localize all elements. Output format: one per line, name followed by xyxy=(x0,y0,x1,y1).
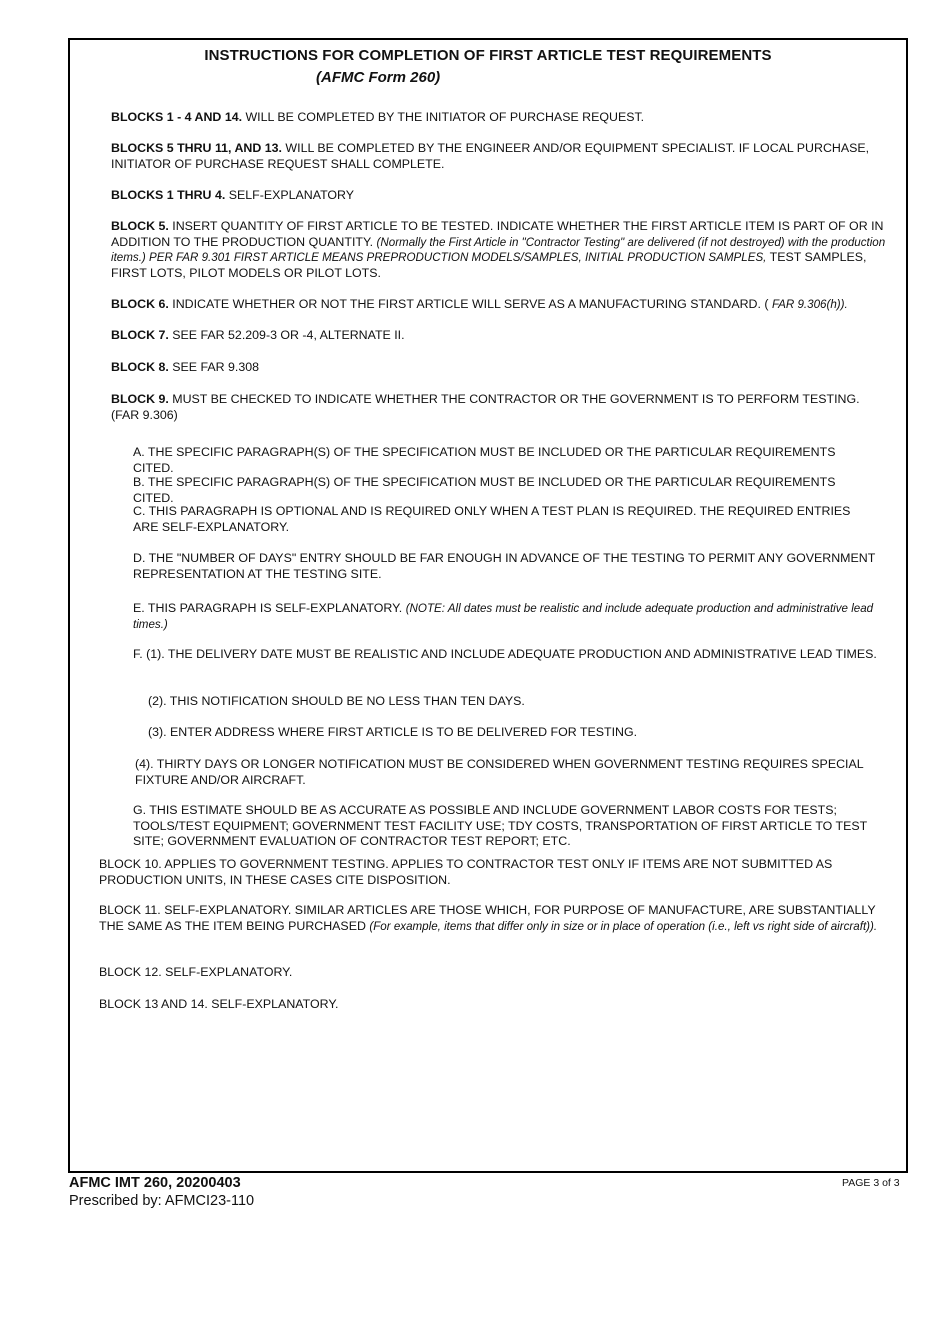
block-5: BLOCK 5. INSERT QUANTITY OF FIRST ARTICLE TO BE TESTED. INDICATE WHETHER THE FIRST ARTICLE ITEM IS PART OF OR IN ADDITION TO THE PRODUCTION QUANTITY. (Normally the First Article in "Contractor Testing" are delivered (if not destroyed) with the production items.) PER FAR 9.301 FIRST ARTICLE MEANS PREPRODUCTION MODELS/SAMPLES, INITIAL PRODUCTION SAMPLES, TEST SAMPLES, FIRST LOTS, PILOT MODELS OR PILOT LOTS. xyxy=(111,219,886,280)
block-label: BLOCKS 1 THRU 4. xyxy=(111,188,226,202)
block-label: BLOCK 8. xyxy=(111,360,169,374)
block-8: BLOCK 8. SEE FAR 9.308 xyxy=(111,360,260,374)
block-13-14: BLOCK 13 AND 14. SELF-EXPLANATORY. xyxy=(99,997,339,1011)
prescribed-by: Prescribed by: AFMCI23-110 xyxy=(69,1193,255,1209)
page-number: PAGE 3 of 3 xyxy=(842,1177,900,1189)
block-9: BLOCK 9. MUST BE CHECKED TO INDICATE WHETHER THE CONTRACTOR OR THE GOVERNMENT IS TO PERFORM TESTING. (FAR 9.306) xyxy=(111,392,860,422)
block-label: BLOCKS 5 THRU 11, AND 13. xyxy=(111,141,282,155)
item-d: D. THE "NUMBER OF DAYS" ENTRY SHOULD BE FAR ENOUGH IN ADVANCE OF THE TESTING TO PERMIT ANY GOVERNMENT REPRESENTATION AT THE TESTING SITE. xyxy=(133,551,876,581)
block-5-11-13: BLOCKS 5 THRU 11, AND 13. WILL BE COMPLETED BY THE ENGINEER AND/OR EQUIPMENT SPECIALIST. IF LOCAL PURCHASE, INITIATOR OF PURCHASE REQUEST SHALL COMPLETE. xyxy=(111,141,870,171)
item-e: E. THIS PARAGRAPH IS SELF-EXPLANATORY. (NOTE: All dates must be realistic and include adequate production and administrative lead times.) xyxy=(133,601,874,631)
item-a: A. THE SPECIFIC PARAGRAPH(S) OF THE SPECIFICATION MUST BE INCLUDED OR THE PARTICULAR REQUIREMENTS CITED. xyxy=(133,445,836,475)
item-f3: (3). ENTER ADDRESS WHERE FIRST ARTICLE IS TO BE DELIVERED FOR TESTING. xyxy=(148,725,638,739)
page-title: INSTRUCTIONS FOR COMPLETION OF FIRST ARTICLE TEST REQUIREMENTS xyxy=(204,47,772,64)
page-subtitle: (AFMC Form 260) xyxy=(316,69,441,86)
block-label: BLOCKS 1 - 4 AND 14. xyxy=(111,110,243,124)
block-label: BLOCK 7. xyxy=(111,328,169,342)
item-c: C. THIS PARAGRAPH IS OPTIONAL AND IS REQUIRED ONLY WHEN A TEST PLAN IS REQUIRED. THE REQUIRED ENTRIES ARE SELF-EXPLANATORY. xyxy=(133,504,851,534)
block-6: BLOCK 6. INDICATE WHETHER OR NOT THE FIRST ARTICLE WILL SERVE AS A MANUFACTURING STANDARD. ( FAR 9.306(h)). xyxy=(111,297,848,311)
block-label: BLOCK 6. xyxy=(111,297,169,311)
item-f1: F. (1). THE DELIVERY DATE MUST BE REALISTIC AND INCLUDE ADEQUATE PRODUCTION AND ADMINISTRATIVE LEAD TIMES. xyxy=(133,647,877,661)
item-b: B. THE SPECIFIC PARAGRAPH(S) OF THE SPECIFICATION MUST BE INCLUDED OR THE PARTICULAR REQUIREMENTS CITED. xyxy=(133,475,836,505)
form-id: AFMC IMT 260, 20200403 xyxy=(69,1175,241,1191)
block-1-4: BLOCKS 1 THRU 4. SELF-EXPLANATORY xyxy=(111,188,355,202)
footer-form-info xyxy=(69,1174,254,1210)
block-7: BLOCK 7. SEE FAR 52.209-3 OR -4, ALTERNATE II. xyxy=(111,328,405,342)
item-f2: (2). THIS NOTIFICATION SHOULD BE NO LESS THAN TEN DAYS. xyxy=(148,694,525,708)
block-11: BLOCK 11. SELF-EXPLANATORY. SIMILAR ARTICLES ARE THOSE WHICH, FOR PURPOSE OF MANUFACTURE, ARE SUBSTANTIALLY THE SAME AS THE ITEM BEING PURCHASED (For example, items that differ only in size or in place of operation (i.e., left vs right side of aircraft)). xyxy=(99,903,878,933)
block-1-4-14: BLOCKS 1 - 4 AND 14. WILL BE COMPLETED BY THE INITIATOR OF PURCHASE REQUEST. xyxy=(111,110,645,124)
block-12: BLOCK 12. SELF-EXPLANATORY. xyxy=(99,965,293,979)
block-label: BLOCK 9. xyxy=(111,392,169,406)
item-f4: (4). THIRTY DAYS OR LONGER NOTIFICATION MUST BE CONSIDERED WHEN GOVERNMENT TESTING REQUIRES SPECIAL FIXTURE AND/OR AIRCRAFT. xyxy=(135,757,864,787)
block-10: BLOCK 10. APPLIES TO GOVERNMENT TESTING. APPLIES TO CONTRACTOR TEST ONLY IF ITEMS ARE NOT SUBMITTED AS PRODUCTION UNITS, IN THESE CASES CITE DISPOSITION. xyxy=(99,857,833,887)
block-label: BLOCK 5. xyxy=(111,219,169,233)
item-g: G. THIS ESTIMATE SHOULD BE AS ACCURATE AS POSSIBLE AND INCLUDE GOVERNMENT LABOR COSTS FOR TESTS; TOOLS/TEST EQUIPMENT; GOVERNMENT TEST FACILITY USE; TDY COSTS, TRANSPORTATION OF FIRST ARTICLE TO TEST SITE; GOVERNMENT EVALUATION OF CONTRACTOR TEST REPORT; ETC. xyxy=(133,803,867,848)
form-frame xyxy=(68,38,908,1173)
